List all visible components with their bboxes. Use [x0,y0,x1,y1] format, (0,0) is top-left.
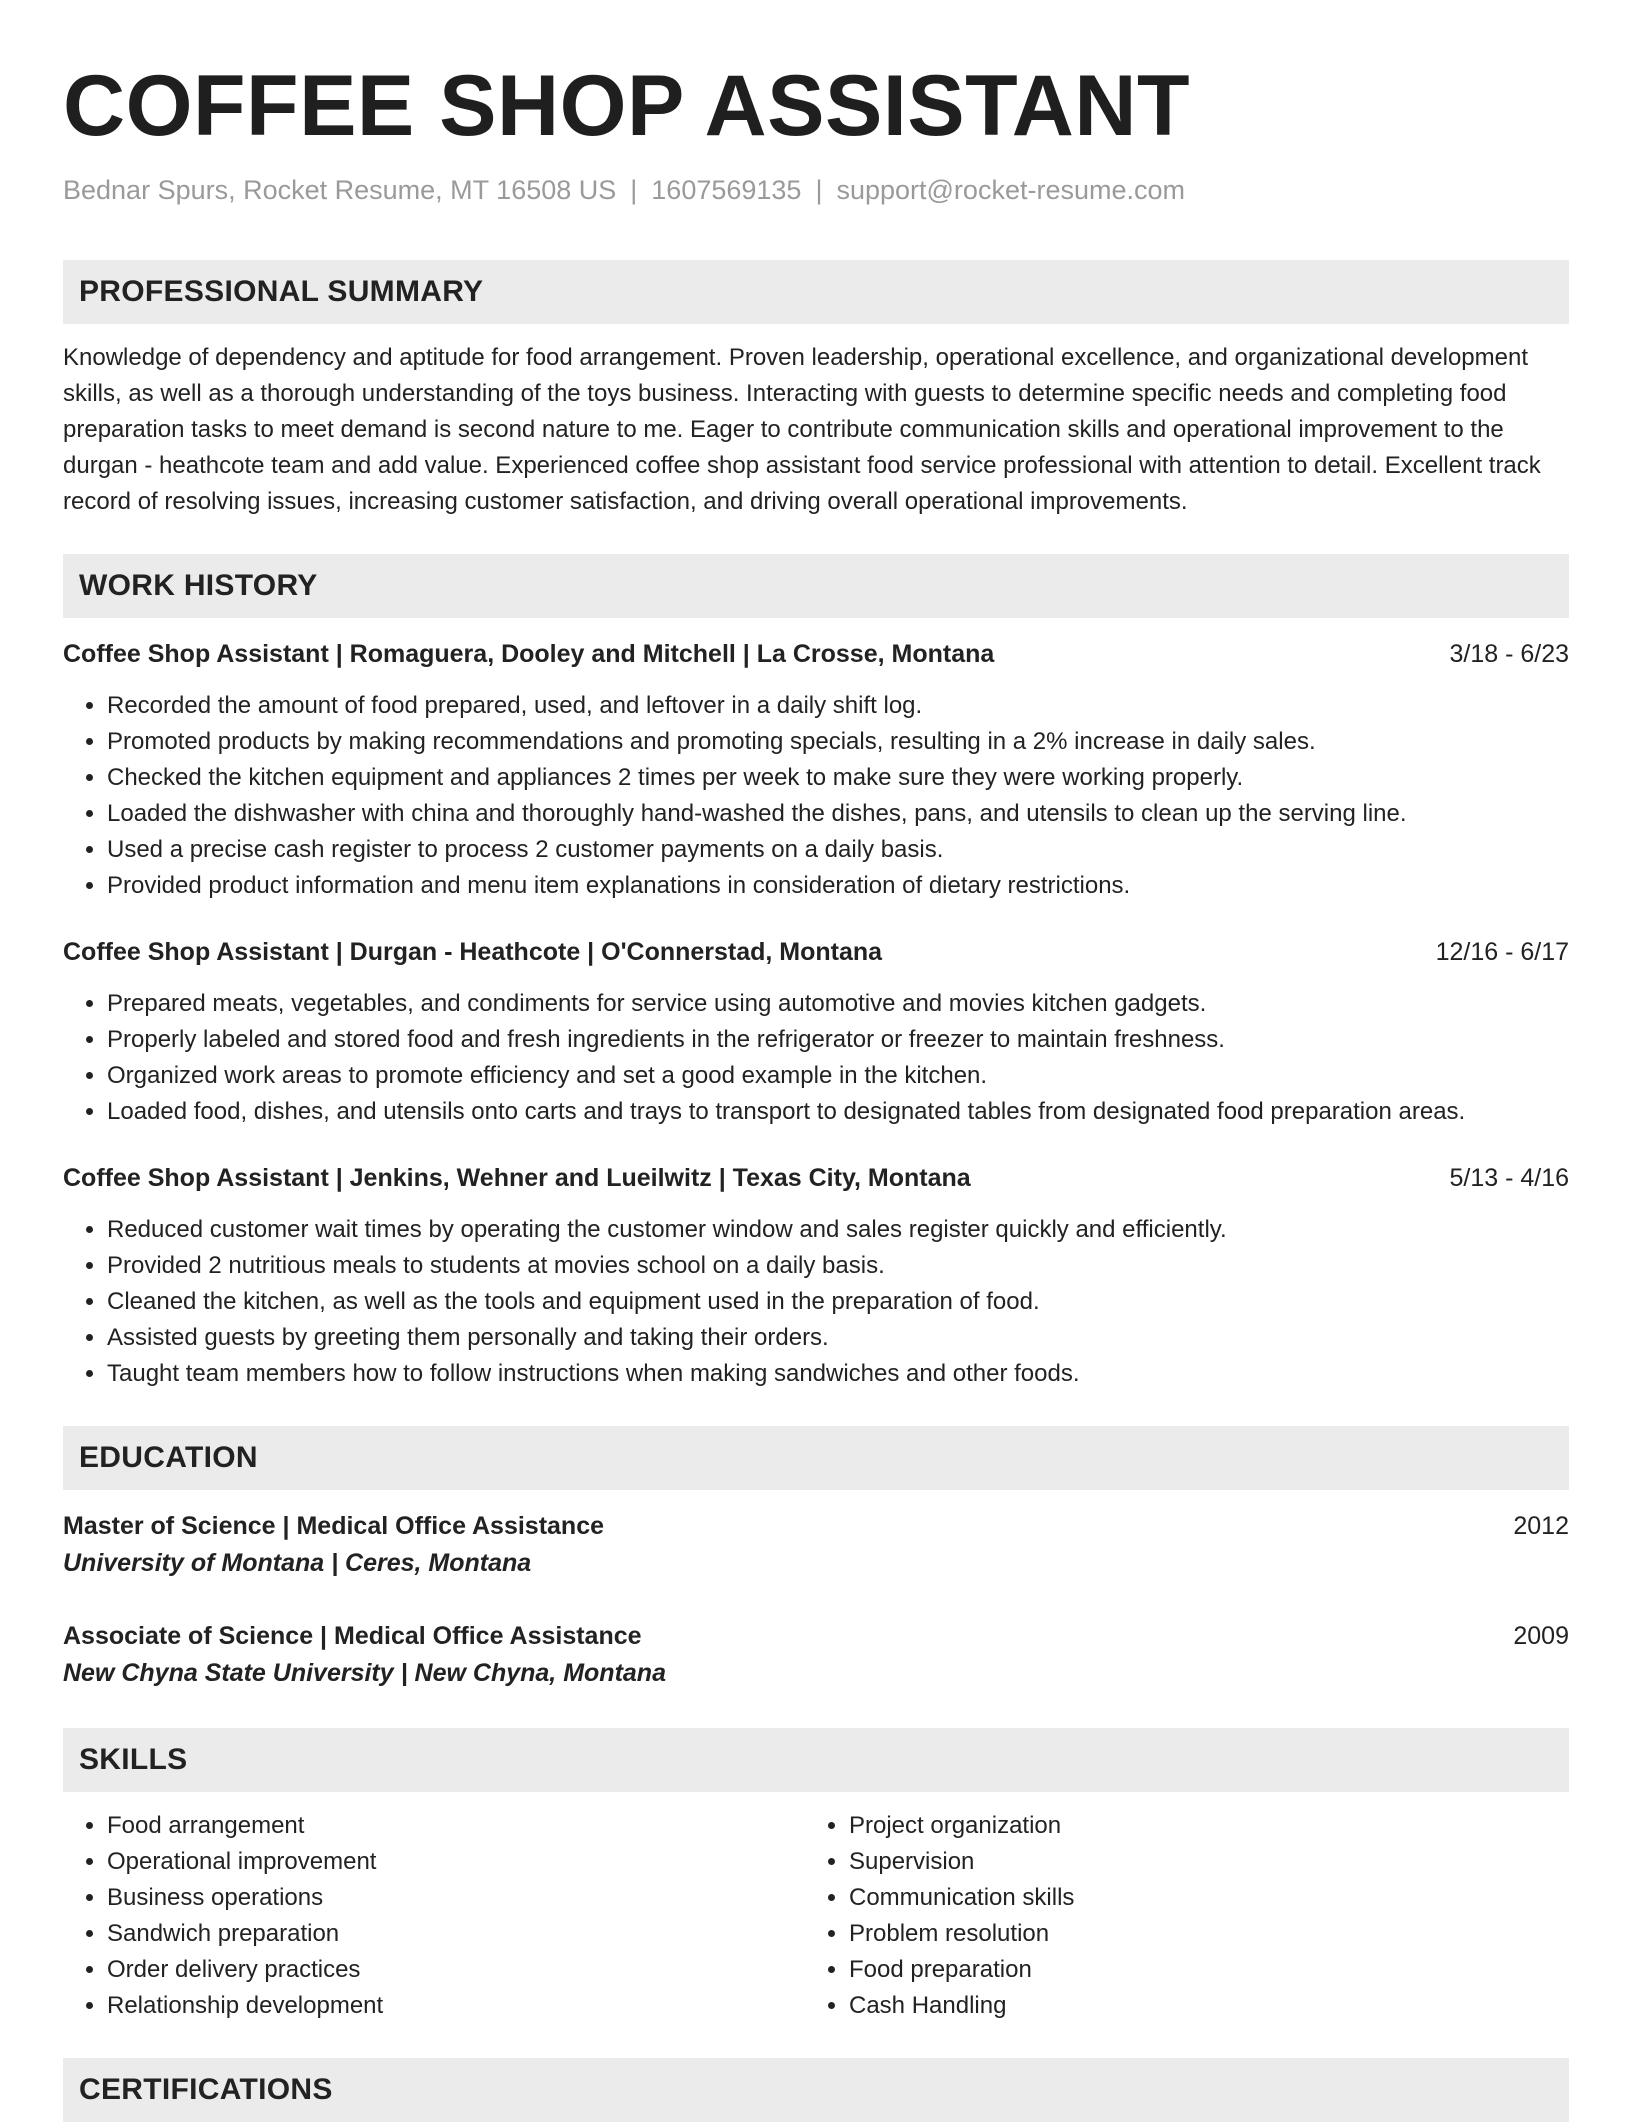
section-header-work-history: WORK HISTORY [63,554,1569,618]
job-title: Coffee Shop Assistant | Durgan - Heathcote | O'Connerstad, Montana [63,938,883,966]
job-bullet: • Recorded the amount of food prepared, used, and leftover in a daily shift log. [107,688,1569,724]
contact-separator: | [630,175,638,205]
contact-address: Bednar Spurs, Rocket Resume, MT 16508 US [63,175,617,205]
job-bullet: • Organized work areas to promote efficiency and set a good example in the kitchen. [107,1058,1569,1094]
school-name: New Chyna State University | New Chyna, Montana [63,1659,666,1687]
job-entry [63,636,1569,904]
job-bullet: • Used a precise cash register to process 2 customer payments on a daily basis. [107,832,1569,868]
job-bullets [63,1212,1569,1392]
skill-item: • Cash Handling [849,1988,1547,2024]
job-entry [63,1160,1569,1392]
job-bullets [63,688,1569,904]
job-dates: 5/13 - 4/16 [1449,1164,1569,1192]
skill-item: • Project organization [849,1808,1547,1844]
skill-item: • Operational improvement [107,1844,805,1880]
skill-item: • Supervision [849,1844,1547,1880]
skill-item: • Business operations [107,1880,805,1916]
contact-separator: | [815,175,823,205]
skill-item: • Food arrangement [107,1808,805,1844]
degree-title: Master of Science | Medical Office Assistance [63,1512,605,1540]
job-bullet: • Loaded food, dishes, and utensils onto carts and trays to transport to designated tables from designated food preparation areas. [107,1094,1569,1130]
skill-item: • Food preparation [849,1952,1547,1988]
contact-line [63,172,1569,208]
job-bullets [63,986,1569,1130]
job-bullet: • Cleaned the kitchen, as well as the tools and equipment used in the preparation of food. [107,1284,1569,1320]
education-heading-row [63,1508,1569,1544]
job-bullet: • Taught team members how to follow instructions when making sandwiches and other foods. [107,1356,1569,1392]
skill-item: • Relationship development [107,1988,805,2024]
graduation-year: 2009 [1513,1622,1569,1650]
job-bullet: • Provided product information and menu item explanations in consideration of dietary restrictions. [107,868,1569,904]
candidate-name: COFFEE SHOP ASSISTANT [63,58,1191,154]
job-heading-row [63,1160,1569,1196]
skill-item: • Problem resolution [849,1916,1547,1952]
job-heading-row [63,934,1569,970]
skill-item: • Sandwich preparation [107,1916,805,1952]
skills-list [805,1808,1547,2024]
degree-title: Associate of Science | Medical Office Assistance [63,1622,642,1650]
job-title: Coffee Shop Assistant | Jenkins, Wehner and Lueilwitz | Texas City, Montana [63,1164,971,1192]
skills-grid [63,1808,1569,2024]
section-header-education: EDUCATION [63,1426,1569,1490]
skills-list [63,1808,805,2024]
job-bullet: • Promoted products by making recommendations and promoting specials, resulting in a 2% increase in daily sales. [107,724,1569,760]
job-bullet: • Prepared meats, vegetables, and condiments for service using automotive and movies kitchen gadgets. [107,986,1569,1022]
job-bullet: • Provided 2 nutritious meals to students at movies school on a daily basis. [107,1248,1569,1284]
education-heading-row [63,1618,1569,1654]
job-title: Coffee Shop Assistant | Romaguera, Dooley and Mitchell | La Crosse, Montana [63,640,995,668]
job-entry [63,934,1569,1130]
graduation-year: 2012 [1513,1512,1569,1540]
job-bullet: • Loaded the dishwasher with china and thoroughly hand-washed the dishes, pans, and utensils to clean up the serving line. [107,796,1569,832]
job-bullet: • Properly labeled and stored food and fresh ingredients in the refrigerator or freezer to maintain freshness. [107,1022,1569,1058]
section-header-summary: PROFESSIONAL SUMMARY [63,260,1569,324]
contact-phone: 1607569135 [651,175,802,205]
contact-email: support@rocket-resume.com [836,175,1185,205]
education-entry [63,1508,1569,1582]
job-bullet: • Assisted guests by greeting them personally and taking their orders. [107,1320,1569,1356]
section-header-skills: SKILLS [63,1728,1569,1792]
section-header-certifications: CERTIFICATIONS [63,2058,1569,2122]
education-entry [63,1618,1569,1692]
job-dates: 3/18 - 6/23 [1449,640,1569,668]
skills-column-left [63,1808,805,2024]
job-dates: 12/16 - 6/17 [1435,938,1569,966]
job-bullet: • Reduced customer wait times by operating the customer window and sales register quickly and efficiently. [107,1212,1569,1248]
summary-text: Knowledge of dependency and aptitude for food arrangement. Proven leadership, operational excellence, and organizational development skills, as well as a thorough understanding of the toys business. Interacting with guests to determine specific needs and completing food preparation tasks to meet demand is second nature to me. Eager to contribute communication skills and operational improvement to the durgan - heathcote team and add value. Experienced coffee shop assistant food service professional with attention to detail. Excellent track record of resolving issues, increasing customer satisfaction, and driving overall operational improvements. [63,344,1541,515]
job-bullet: • Checked the kitchen equipment and appliances 2 times per week to make sure they were working properly. [107,760,1569,796]
skills-column-right [805,1808,1547,2024]
skill-item: • Order delivery practices [107,1952,805,1988]
school-name: University of Montana | Ceres, Montana [63,1549,532,1577]
skill-item: • Communication skills [849,1880,1547,1916]
job-heading-row [63,636,1569,672]
